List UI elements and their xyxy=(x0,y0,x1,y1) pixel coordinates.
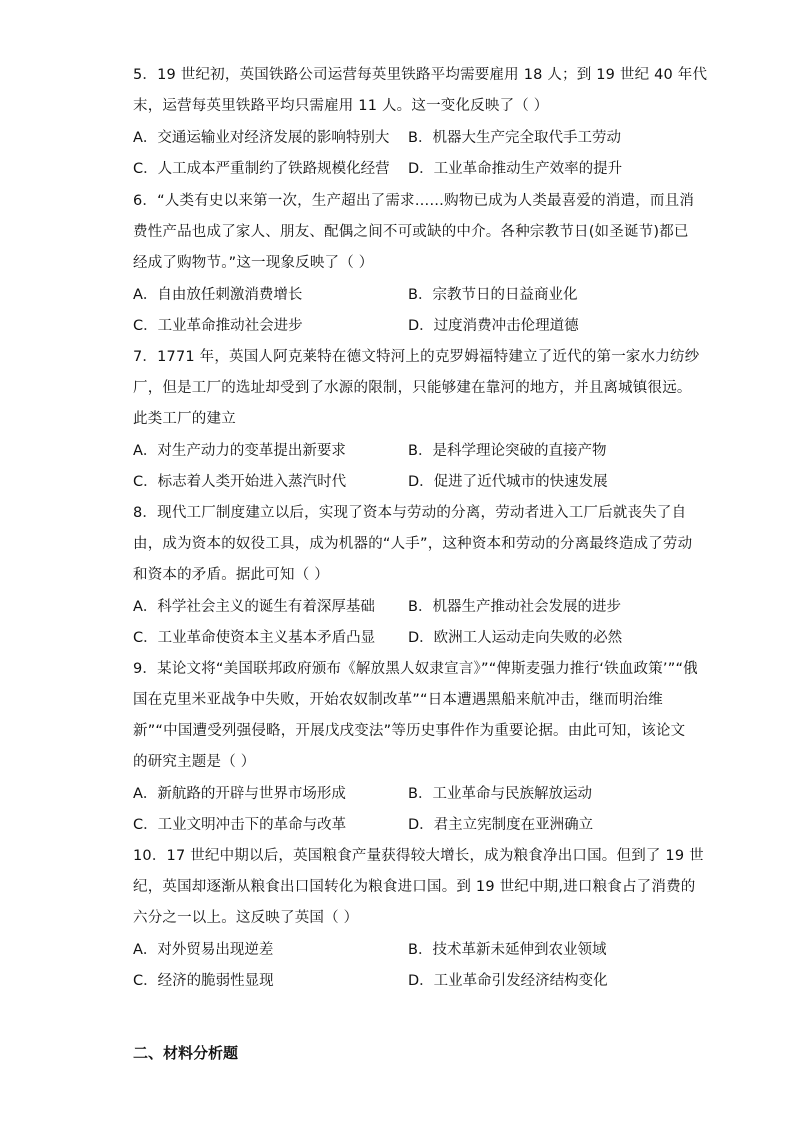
question-7-option-d: D．促进了近代城市的快速发展 xyxy=(408,474,608,490)
question-9-line-4: 的研究主题是（ ） xyxy=(133,754,256,770)
question-7-line-3: 此类工厂的建立 xyxy=(133,411,236,427)
question-10-option-d: D．工业革命引发经济结构变化 xyxy=(408,973,608,989)
question-8-option-d: D．欧洲工人运动走向失败的必然 xyxy=(408,630,623,646)
question-8-line-1: 8．现代工厂制度建立以后，实现了资本与劳动的分离，劳动者进入工厂后就丧失了自 xyxy=(133,505,687,521)
question-8-option-a: A．科学社会主义的诞生有着深厚基础 xyxy=(133,599,375,615)
question-7-option-b: B．是科学理论突破的直接产物 xyxy=(408,443,607,459)
question-6-line-2: 费性产品也成了家人、朋友、配偶之间不可或缺的中介。各种宗教节日(如圣诞节)都已 xyxy=(133,224,689,240)
question-6-option-a: A．自由放任刺激消费增长 xyxy=(133,287,303,303)
question-9-line-3: 新”“中国遭受列强侵略，开展戊戌变法”等历史事件作为重要论据。由此可知，该论文 xyxy=(133,723,686,739)
question-5-option-d: D．工业革命推动生产效率的提升 xyxy=(408,161,623,177)
question-9-option-b: B．工业革命与民族解放运动 xyxy=(408,786,592,802)
question-5-option-a: A．交通运输业对经济发展的影响特别大 xyxy=(133,130,390,146)
question-8-line-2: 由，成为资本的奴役工具，成为机器的“人手”，这种资本和劳动的分离最终造成了劳动 xyxy=(133,536,693,552)
question-6-line-3: 经成了购物节。”这一现象反映了（ ） xyxy=(133,255,374,271)
question-5-line-1: 5．19 世纪初，英国铁路公司运营每英里铁路平均需要雇用 18 人；到 19 世纪 40 年代 xyxy=(133,67,708,83)
question-7-line-2: 厂，但是工厂的选址却受到了水源的限制，只能够建在靠河的地方，并且离城镇很远。 xyxy=(133,380,692,396)
question-10-line-3: 六分之一以上。这反映了英国（ ） xyxy=(133,910,359,926)
question-5-option-b: B．机器大生产完全取代手工劳动 xyxy=(408,130,621,146)
section-title: 二、材料分析题 xyxy=(133,1044,239,1062)
question-6-line-1: 6．“人类有史以来第一次，生产超出了需求……购物已成为人类最喜爱的消遣，而且消 xyxy=(133,193,695,209)
question-5-line-2: 末，运营每英里铁路平均只需雇用 11 人。这一变化反映了（ ） xyxy=(133,98,549,114)
question-10-option-c: C．经济的脆弱性显现 xyxy=(133,973,274,989)
question-8-option-c: C．工业革命使资本主义基本矛盾凸显 xyxy=(133,630,376,646)
question-7-option-a: A．对生产动力的变革提出新要求 xyxy=(133,443,346,459)
question-9-line-1: 9．某论文将“美国联邦政府颁布《解放黑人奴隶宣言》”“俾斯麦强力推行‘铁血政策’”“俄 xyxy=(133,661,698,677)
question-10-option-a: A．对外贸易出现逆差 xyxy=(133,942,274,958)
question-9-option-d: D．君主立宪制度在亚洲确立 xyxy=(408,817,594,833)
question-7-line-1: 7．1771 年，英国人阿克莱特在德文特河上的克罗姆福特建立了近代的第一家水力纺纱 xyxy=(133,349,700,365)
question-6-option-b: B．宗教节日的日益商业化 xyxy=(408,287,578,303)
question-6-option-c: C．工业革命推动社会进步 xyxy=(133,318,303,334)
question-7-option-c: C．标志着人类开始进入蒸汽时代 xyxy=(133,474,347,490)
question-9-option-c: C．工业文明冲击下的革命与改革 xyxy=(133,817,347,833)
question-9-line-2: 国在克里米亚战争中失败，开始农奴制改革”“日本遭遇黑船来航冲击，继而明治维 xyxy=(133,692,663,708)
question-6-option-d: D．过度消费冲击伦理道德 xyxy=(408,318,579,334)
question-8-line-3: 和资本的矛盾。据此可知（ ） xyxy=(133,567,329,583)
question-5-option-c: C．人工成本严重制约了铁路规模化经营 xyxy=(133,161,390,177)
question-10-option-b: B．技术革新未延伸到农业领域 xyxy=(408,942,607,958)
question-9-option-a: A．新航路的开辟与世界市场形成 xyxy=(133,786,346,802)
question-10-line-2: 纪，英国却逐渐从粮食出口国转化为粮食进口国。到 19 世纪中期,进口粮食占了消费的 xyxy=(133,879,696,895)
question-8-option-b: B．机器生产推动社会发展的进步 xyxy=(408,599,621,615)
question-10-line-1: 10．17 世纪中期以后，英国粮食产量获得较大增长，成为粮食净出口国。但到了 19 世 xyxy=(133,848,704,864)
